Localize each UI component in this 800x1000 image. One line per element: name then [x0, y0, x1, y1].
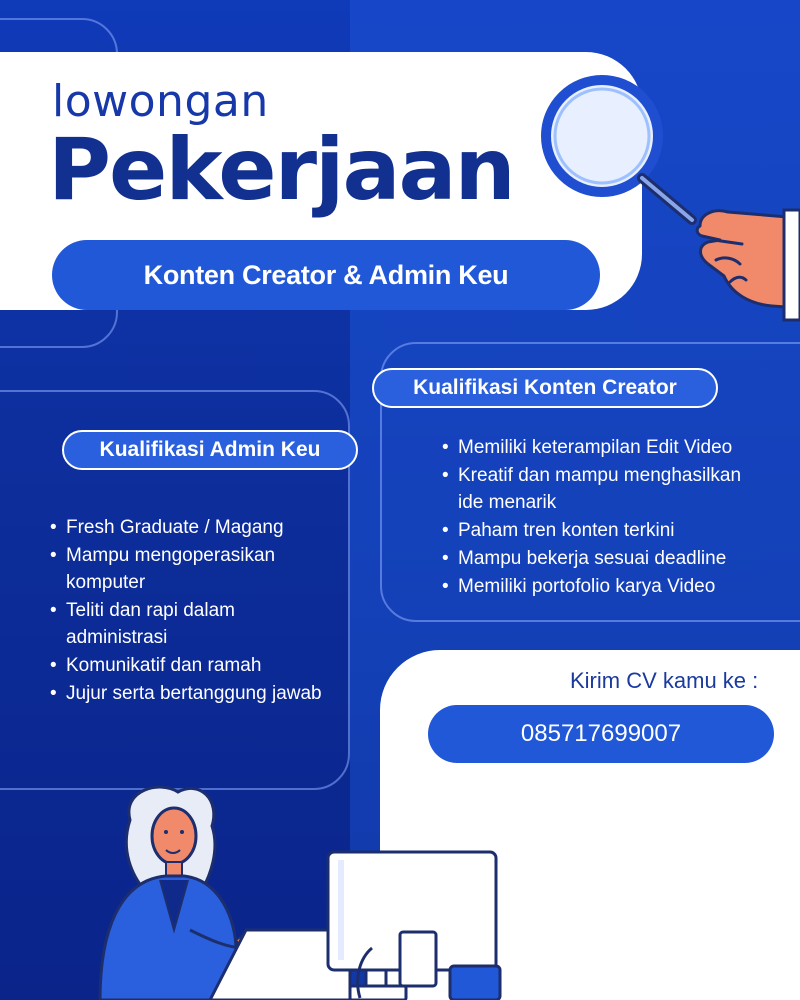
creator-heading: Kualifikasi Konten Creator — [372, 368, 718, 408]
position-pill: Konten Creator & Admin Keu — [52, 240, 600, 310]
woman-illustration — [60, 780, 360, 1000]
list-item: • Kreatif dan mampu menghasilkan ide menarik — [442, 462, 752, 516]
list-item: • Mampu mengoperasikan komputer — [50, 542, 340, 596]
list-item: • Komunikatif dan ramah — [50, 652, 340, 679]
phone-number[interactable]: 085717699007 — [428, 705, 774, 763]
list-item: • Fresh Graduate / Magang — [50, 514, 340, 541]
list-item: • Jujur serta bertanggung jawab — [50, 680, 340, 707]
admin-requirements-list — [50, 514, 340, 708]
list-item: • Mampu bekerja sesuai deadline — [442, 545, 752, 572]
contact-label: Kirim CV kamu ke : — [570, 668, 759, 693]
list-item: • Teliti dan rapi dalam administrasi — [50, 597, 340, 651]
title-pekerjaan: Pekerjaan — [48, 120, 514, 220]
list-item: • Memiliki keterampilan Edit Video — [442, 434, 752, 461]
admin-heading: Kualifikasi Admin Keu — [62, 430, 358, 470]
pointing-hand-icon — [680, 190, 800, 330]
computer-monitor-icon — [320, 848, 520, 1000]
title-lowongan: lowongan — [52, 76, 269, 127]
creator-requirements-list — [442, 434, 752, 601]
list-item: • Paham tren konten terkini — [442, 517, 752, 544]
list-item: • Memiliki portofolio karya Video — [442, 573, 752, 600]
